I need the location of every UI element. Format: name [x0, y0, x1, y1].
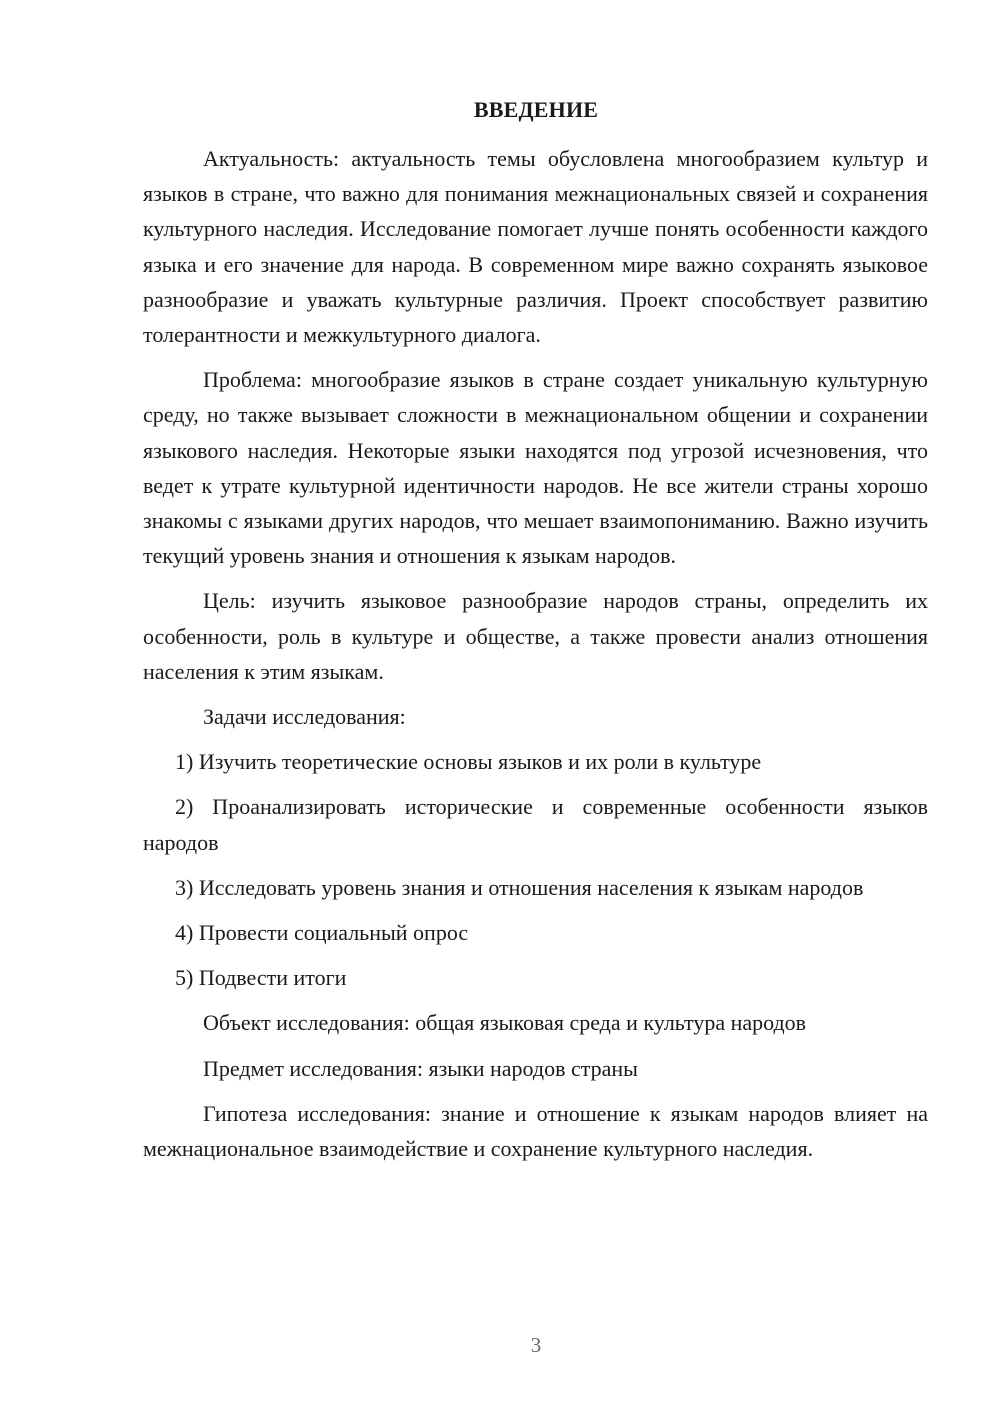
paragraph-goal: Цель: изучить языковое разнообразие народов страны, определить их особенности, роль в культуре и обществе, а также провести анализ отношения населения к этим языкам.	[143, 588, 928, 684]
paragraph-subject: Предмет исследования: языки народов страны	[203, 1055, 638, 1081]
paragraph-object: Объект исследования: общая языковая среда и культура народов	[203, 1010, 807, 1036]
task-item-1: 1) Изучить теоретические основы языков и их роли в культуре	[175, 749, 762, 775]
task-item-5: 5) Подвести итоги	[175, 965, 347, 991]
paragraph-hypothesis: Гипотеза исследования: знание и отношение к языкам народов влияет на межнациональное взаимодействие и сохранение культурного наследия.	[143, 1100, 928, 1162]
paragraph-relevance: Актуальность: актуальность темы обусловлена многообразием культур и языков в стране, что важно для понимания межнациональных связей и сохранения культурного наследия. Исследование помогает лучше понять особенности каждого языка и его значение для народа. В современном мире важно сохранять языковое разнообразие и уважать культурные различия. Проект способствует развитию толерантности и межкультурного диалога.	[143, 146, 928, 348]
task-item-4: 4) Провести социальный опрос	[175, 920, 469, 946]
task-item-3: 3) Исследовать уровень знания и отношения населения к языкам народов	[175, 874, 864, 900]
task-item-2: 2) Проанализировать исторические и современные особенности языков народов	[143, 794, 928, 855]
document-body	[143, 141, 928, 1166]
page-number: 3	[530, 1333, 542, 1357]
page-title: ВВЕДЕНИЕ	[473, 97, 599, 122]
paragraph-problem: Проблема: многообразие языков в стране создает уникальную культурную среду, но также вызывает сложности в межнациональном общении и сохранении языкового наследия. Некоторые языки находятся под угрозой исчезновения, что ведет к утрате культурной идентичности народов. Не все жители страны хорошо знакомы с языками других народов, что мешает взаимопониманию. Важно изучить текущий уровень знания и отношения к языкам народов.	[143, 367, 928, 569]
paragraph-tasks-heading: Задачи исследования:	[203, 704, 406, 730]
